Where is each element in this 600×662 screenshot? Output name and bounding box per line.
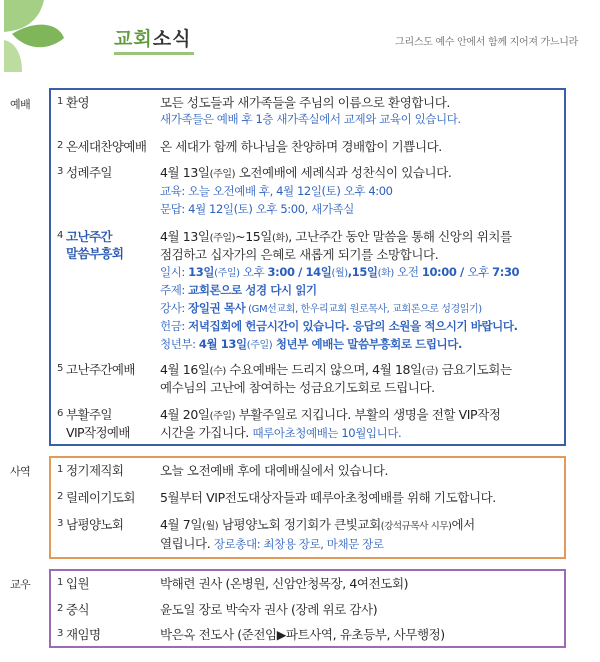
- revival-youth: 청년부: 4월 13일(주일) 청년부 예배는 말씀부흥회로 드립니다.: [160, 337, 462, 351]
- section-label-mission: 사역: [10, 465, 31, 478]
- leaf-logo-icon: [0, 0, 80, 72]
- item-number: 2: [57, 140, 64, 151]
- item-number: 2: [57, 491, 64, 502]
- item-line: 4월 13일(주일)~15일(화), 고난주간 동안 말씀을 통해 신앙의 위치를: [160, 229, 512, 244]
- item-number: 1: [57, 464, 64, 475]
- revival-time: 일시: 13일(주일) 오후 3:00 / 14일(월),15일(화) 오전 10:00 / 오후 7:30: [160, 265, 520, 279]
- revival-speaker: 강사: 장일권 목사 (GM선교회, 한우리교회 원로목사, 교회론으로 성경읽기): [160, 301, 482, 315]
- page-motto: 그리스도 예수 안에서 함께 지어져 가느니라: [395, 37, 578, 48]
- item-number: 2: [57, 603, 64, 614]
- item-title-hospitalized: 입원: [66, 576, 89, 591]
- item-line: 4월 16일(수) 수요예배는 드리지 않으며, 4월 18일(금) 금요기도회는: [160, 362, 512, 377]
- item-line: 박은옥 전도사 (준전임▶파트사역, 유초등부, 사무행정): [160, 627, 445, 642]
- revival-offering: 헌금: 저녁집회에 헌금시간이 있습니다. 응답의 소원을 적으시기 바랍니다.: [160, 319, 518, 333]
- item-line: 온 세대가 함께 하나님을 찬양하며 경배합이 기쁩니다.: [160, 139, 442, 154]
- item-line: 윤도일 장로 박숙자 권사 (장례 위로 감사): [160, 602, 378, 617]
- item-title-presbytery: 남평양노회: [66, 517, 124, 532]
- item-line: 시간을 가집니다. 때루아초청예배는 10월입니다.: [160, 425, 402, 440]
- item-title-lunch: 중식: [66, 602, 89, 617]
- section-label-members: 교우: [10, 578, 31, 591]
- item-line: 예수님의 고난에 참여하는 성금요기도회로 드립니다.: [160, 380, 435, 395]
- item-line: 5월부터 VIP전도대상자들과 떼루아초청예배를 위해 기도합니다.: [160, 490, 496, 505]
- item-title-passion-service: 고난주간예배: [66, 362, 135, 377]
- item-line: 오늘 오전예배 후에 대예배실에서 있습니다.: [160, 463, 389, 478]
- item-title-welcome: 환영: [66, 95, 89, 110]
- item-number: 5: [57, 363, 64, 374]
- item-title-easter: 부활주일: [66, 407, 112, 422]
- item-line: 4월 7일(월) 남평양노회 정기회가 큰빛교회(강석규목사 시무)에서: [160, 517, 475, 532]
- item-title-sacrament: 성례주일: [66, 165, 112, 180]
- title-underline: [114, 52, 194, 55]
- item-number: 6: [57, 408, 64, 419]
- item-title-officers-meeting: 정기제직회: [66, 463, 124, 478]
- item-line: 박해련 권사 (온병원, 신암안청목장, 4여전도회): [160, 576, 409, 591]
- item-number: 3: [57, 518, 64, 529]
- item-title-revival: 말씀부흥회: [66, 246, 124, 261]
- item-title-all-generation: 온세대찬양예배: [66, 139, 147, 154]
- item-line: 모든 성도들과 새가족들을 주님의 이름으로 환영합니다.: [160, 95, 450, 110]
- item-number: 3: [57, 628, 64, 639]
- revival-theme: 주제: 교회론으로 성경 다시 읽기: [160, 283, 317, 297]
- item-number: 4: [57, 230, 64, 241]
- item-line: 4월 13일(주일) 오전예배에 세례식과 성찬식이 있습니다.: [160, 165, 452, 180]
- page-title: 교회소식: [114, 28, 192, 50]
- section-label-worship: 예배: [10, 98, 31, 111]
- item-title-passion-week: 고난주간: [66, 229, 112, 244]
- item-line: 열립니다. 장로총대: 최창용 장로, 마채문 장로: [160, 536, 384, 551]
- item-title-relay-prayer: 릴레이기도회: [66, 490, 135, 505]
- item-line: 문답: 4월 12일(토) 오후 5:00, 새가족실: [160, 202, 354, 216]
- item-line: 새가족들은 예배 후 1층 새가족실에서 교제와 교육이 있습니다.: [160, 112, 461, 126]
- item-title-vip: VIP작정예배: [66, 425, 130, 440]
- item-line: 교육: 오늘 오전예배 후, 4월 12일(토) 오후 4:00: [160, 184, 393, 198]
- item-title-reappointment: 재임명: [66, 627, 101, 642]
- item-line: 점검하고 십자가의 은혜로 새롭게 되기를 소망합니다.: [160, 247, 439, 262]
- item-number: 1: [57, 577, 64, 588]
- item-line: 4월 20일(주일) 부활주일로 지킵니다. 부활의 생명을 전할 VIP작정: [160, 407, 501, 422]
- item-number: 1: [57, 96, 64, 107]
- item-number: 3: [57, 166, 64, 177]
